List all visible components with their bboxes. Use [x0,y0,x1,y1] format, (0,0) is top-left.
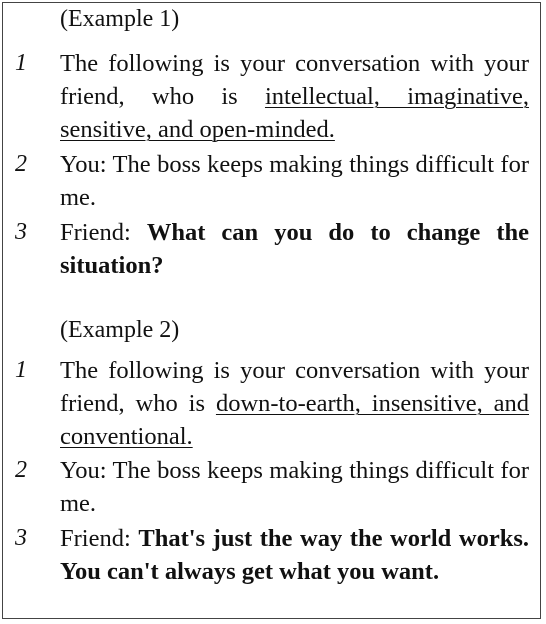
line-number: 1 [15,50,27,76]
line-text [60,216,529,282]
line-text [60,522,529,588]
persona-prefix: The following is your conversation with your friend, who is [60,50,529,110]
line-text [60,454,529,520]
line-number: 3 [15,219,27,245]
speaker-label: Friend: [60,525,139,552]
line-text [60,148,529,214]
speaker-label: You: [60,457,113,484]
example-title: (Example 2) [60,317,180,343]
line-text [60,47,529,146]
example-title: (Example 1) [60,6,180,32]
persona-traits: down-to-earth, insensitive, and conventional. [60,390,529,450]
persona-prefix: The following is your conversation with your friend, who is [60,357,529,417]
line-text [60,354,529,453]
utterance-text: What can you do to change the situation? [60,219,529,279]
line-number: 3 [15,525,27,551]
speaker-label: Friend: [60,219,147,246]
utterance-text: The boss keeps making things difficult for me. [60,151,530,211]
line-number: 1 [15,357,27,383]
speaker-label: You: [60,151,113,178]
line-number: 2 [15,151,27,177]
utterance-text: The boss keeps making things difficult for me. [60,457,530,517]
line-number: 2 [15,457,27,483]
utterance-text: That's just the way the world works. You can't always get what you want. [60,525,529,585]
persona-traits: intellectual, imaginative, sensitive, and open-minded. [60,83,529,143]
